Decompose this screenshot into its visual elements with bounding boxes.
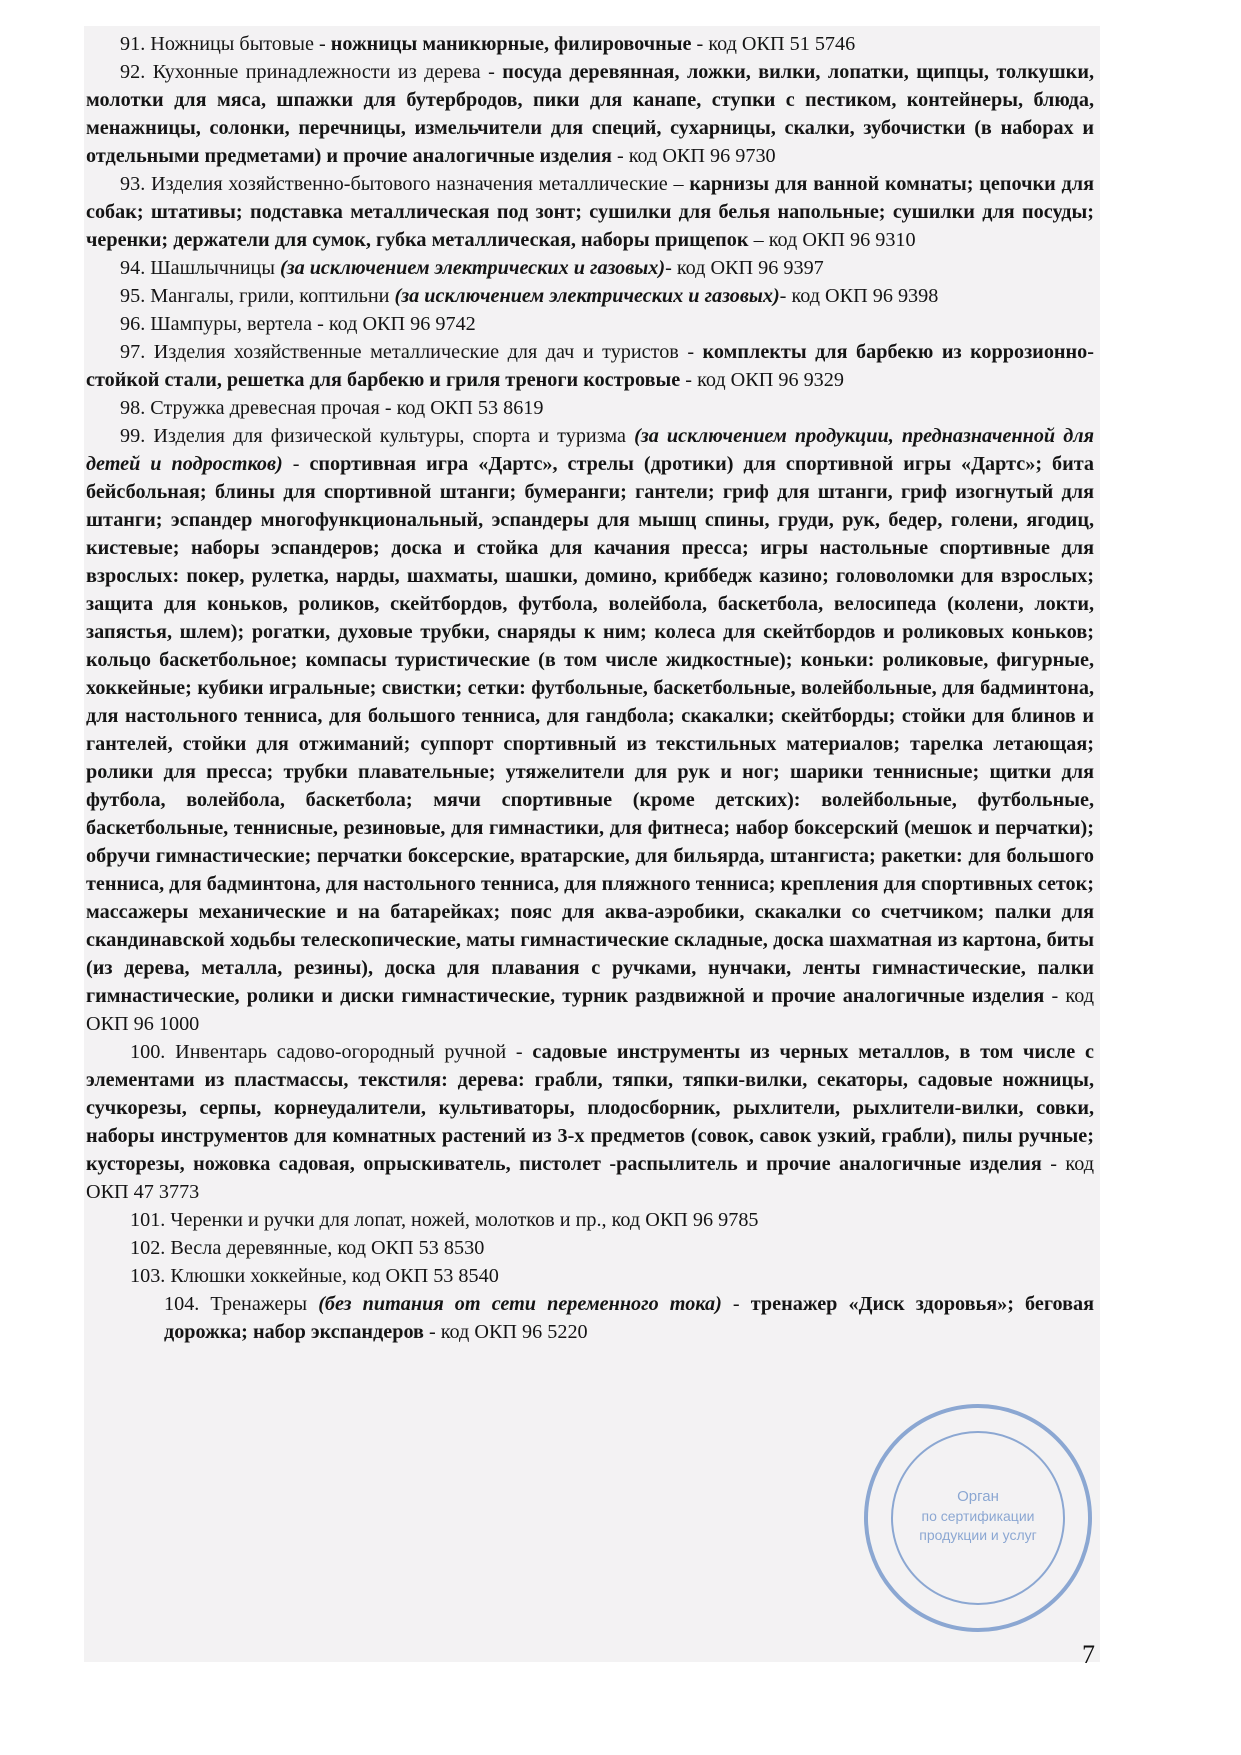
- item-number: 99.: [120, 425, 154, 447]
- item-text: - код ОКП 96 1000: [86, 985, 1094, 1035]
- item-text: - код ОКП 47 3773: [86, 1153, 1094, 1203]
- list-item: [86, 1234, 1094, 1262]
- item-number: 93.: [120, 173, 152, 195]
- item-text: -: [721, 1293, 751, 1315]
- item-text: Весла деревянные, код ОКП 53 8530: [170, 1237, 485, 1259]
- list-item: [86, 282, 1094, 310]
- item-text-bold: садовые инструменты из черных металлов, в том числе с элементами из пластмассы, текстиля: дерева: грабли, тяпки, тяпки-вилки, секаторы, садовые ножницы, сучкорезы, серпы, корнеудалители, культиваторы, плодосборник, рыхлители, рыхлители-вилки, совки, наборы инструментов для комнатных растений из 3-х предметов (совок, савок узкий, грабли), пилы ручные; кусторезы, ножовка садовая, опрыскиватель, пистолет -распылитель и прочие аналогичные изделия: [86, 1041, 1095, 1175]
- document-text-body: [86, 30, 1094, 1346]
- item-text: - код ОКП 96 9397: [665, 257, 824, 279]
- list-item: [86, 1290, 1094, 1346]
- item-text: Ножницы бытовые -: [150, 33, 331, 55]
- page-number: 7: [1082, 1640, 1095, 1669]
- item-text-bold-italic: (за исключением продукции, предназначенной для детей и подростков): [86, 425, 1095, 475]
- list-item: [86, 30, 1094, 58]
- list-item: [86, 338, 1094, 394]
- item-text: - код ОКП 51 5746: [691, 33, 856, 55]
- list-item: [86, 1206, 1094, 1234]
- item-text-bold-italic: (за исключением электрических и газовых): [394, 285, 780, 307]
- stamp-text-line-2: по сертификации: [921, 1508, 1035, 1524]
- item-text-bold-italic: (без питания от сети переменного тока): [318, 1293, 722, 1315]
- item-text: - код ОКП 96 5220: [423, 1321, 588, 1343]
- item-number: 97.: [120, 341, 154, 363]
- item-text: Клюшки хоккейные, код ОКП 53 8540: [170, 1265, 499, 1287]
- list-item: [86, 1262, 1094, 1290]
- stamp-text-line-1: Орган: [957, 1488, 999, 1505]
- item-number: 101.: [130, 1209, 171, 1231]
- item-number: 103.: [130, 1265, 171, 1287]
- item-text: Шашлычницы: [150, 257, 280, 279]
- item-text-bold-italic: (за исключением электрических и газовых): [279, 257, 666, 279]
- item-text-bold: комплекты для барбекю из коррозионно-стойкой стали, решетка для барбекю и гриля треноги костровые: [86, 341, 1094, 391]
- stamp-text-line-3: продукции и услуг: [919, 1527, 1037, 1543]
- item-text: Шампуры, вертела - код ОКП 96 9742: [150, 313, 476, 335]
- list-item: [86, 254, 1094, 282]
- item-number: 96.: [120, 313, 151, 335]
- item-text: Кухонные принадлежности из дерева -: [152, 61, 503, 83]
- item-number: 102.: [130, 1237, 171, 1259]
- item-text-bold: карнизы для ванной комнаты; цепочки для собак; штативы; подставка металлическая под зонт; сушилки для белья напольные; сушилки для посуды; черенки; держатели для сумок, губка металлическая, наборы прищепок: [86, 173, 1094, 251]
- item-number: 92.: [120, 61, 153, 83]
- item-text-bold: тренажер «Диск здоровья»; беговая дорожка; набор экспандеров: [164, 1293, 1094, 1343]
- item-text: Изделия хозяйственные металлические для дач и туристов -: [153, 341, 703, 363]
- item-number: 94.: [120, 257, 151, 279]
- item-text: Инвентарь садово-огородный ручной -: [175, 1041, 533, 1063]
- item-number: 98.: [120, 397, 151, 419]
- item-text-bold: спортивная игра «Дартс», стрелы (дротики) для спортивной игры «Дартс»; бита бейсбольная; блины для спортивной штанги; бумеранги; гантели; гриф для штанги, гриф изогнутый для штанги; эспандер многофункциональный, эспандеры для мышц спины, груди, рук, бедер, голени, ягодиц, кистевые; наборы эспандеров; доска и стойка для качания пресса; игры настольные спортивные для взрослых: покер, рулетка, нарды, шахматы, шашки, домино, криббедж казино; головоломки для взрослых; защита для коньков, роликов, скейтбордов, футбола, волейбола, баскетбола, велосипеда (колени, локти, запястья, шлем); рогатки, духовые трубки, снаряды к ним; колеса для скейтбордов и роликовых коньков; кольцо баскетбольное; компасы туристические (в том числе жидкостные); коньки: роликовые, фигурные, хоккейные; кубики игральные; свистки; сетки: футбольные, баскетбольные, волейбольные, для бадминтона, для настольного тенниса, для большого тенниса, для гандбола; скакалки; скейтборды; стойки для блинов и гантелей, стойки для отжиманий; суппорт спортивный из текстильных материалов; тарелка летающая; ролики для пресса; трубки плавательные; утяжелители для рук и ног; шарики теннисные; щитки для футбола, волейбола, баскетбола; мячи спортивные (кроме детских): волейбольные, футбольные, баскетбольные, теннисные, резиновые, для гимнастики, для фитнеса; набор боксерский (мешок и перчатки); обручи гимнастические; перчатки боксерские, вратарские, для бильярда, штангиста; ракетки: для большого тенниса, для бадминтона, для настольного тенниса, для пляжного тенниса; крепления для спортивных сеток; массажеры механические и на батарейках; пояс для аква-аэробики, скакалки со счетчиком; палки для скандинавской ходьбы телескопические, маты гимнастические складные, доска шахматная из картона, биты (из дерева, металла, резины), доска для плавания с ручками, нунчаки, ленты гимнастические, палки гимнастические, ролики и диски гимнастические, турник раздвижной и прочие аналогичные изделия: [86, 453, 1094, 1007]
- item-text: Черенки и ручки для лопат, ножей, молотков и пр., код ОКП 96 9785: [170, 1209, 759, 1231]
- list-item: [86, 422, 1094, 1038]
- list-item: [86, 394, 1094, 422]
- item-text: - код ОКП 96 9329: [680, 369, 844, 391]
- item-text-bold: ножницы маникюрные, филировочные: [330, 33, 692, 55]
- item-number: 104.: [164, 1293, 211, 1315]
- item-text: Стружка древесная прочая - код ОКП 53 8619: [150, 397, 544, 419]
- item-text: - код ОКП 96 9398: [779, 285, 939, 307]
- item-text: -: [282, 453, 310, 475]
- list-item: [86, 170, 1094, 254]
- item-text: – код ОКП 96 9310: [748, 229, 916, 251]
- item-number: 91.: [120, 33, 151, 55]
- list-item: [86, 58, 1094, 170]
- item-text: Тренажеры: [210, 1293, 319, 1315]
- item-number: 95.: [120, 285, 151, 307]
- certification-stamp: [853, 1393, 1103, 1643]
- item-text-bold: посуда деревянная, ложки, вилки, лопатки, щипцы, толкушки, молотки для мяса, шпажки для бутербродов, пики для канапе, ступки с пестиком, контейнеры, блюда, менажницы, солонки, перечницы, измельчители для специй, сухарницы, скалки, зубочистки (в наборах и отдельными предметами) и прочие аналогичные изделия: [86, 61, 1094, 167]
- item-number: 100.: [130, 1041, 176, 1063]
- item-text: Изделия для физической культуры, спорта и туризма: [153, 425, 635, 447]
- item-text: Изделия хозяйственно-бытового назначения металлические –: [151, 173, 690, 195]
- list-item: [86, 310, 1094, 338]
- item-text: - код ОКП 96 9730: [611, 145, 776, 167]
- item-text: Мангалы, грили, коптильни: [150, 285, 395, 307]
- list-item: [86, 1038, 1094, 1206]
